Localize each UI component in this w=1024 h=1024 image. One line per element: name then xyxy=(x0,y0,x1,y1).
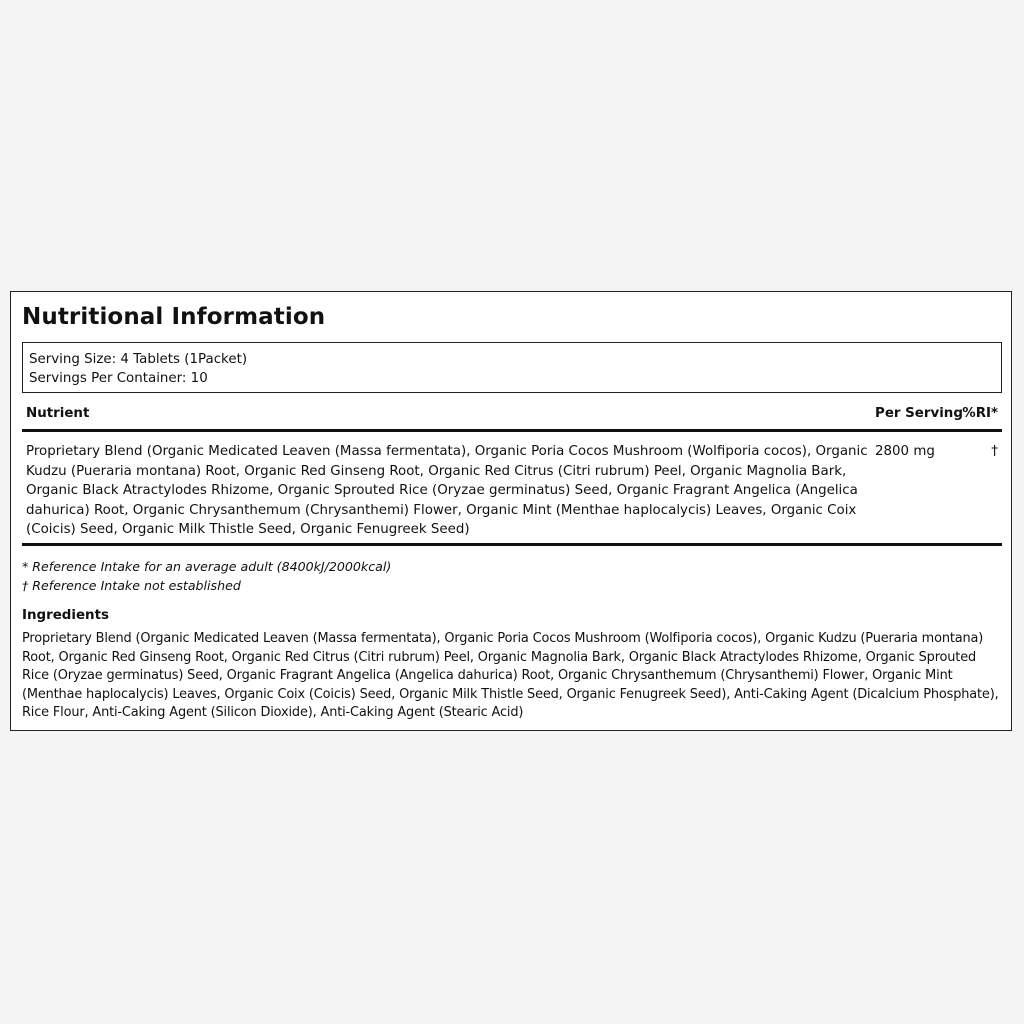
header-ri: %RI* xyxy=(962,406,998,421)
nutrient-cell: Proprietary Blend (Organic Medicated Leaven (Massa fermentata), Organic Poria Cocos Mushroom (Wolfiporia cocos), Organic Kudzu (Pueraria montana) Root, Organic Red Ginseng Root, Organic Red Citrus (Citri rubrum) Peel, Organic Magnolia Bark, Organic Black Atractylodes Rhizome, Organic Sprouted Rice (Oryzae germinatus) Seed, Organic Fragrant Angelica (Angelica dahurica) Root, Organic Chrysanthemum (Chrysanthemi) Flower, Organic Mint (Menthae haplocalycis) Leaves, Organic Coix (Coicis) Seed, Organic Milk Thistle Seed, Organic Fenugreek Seed) xyxy=(26,444,868,537)
footnote-not-established: † Reference Intake not established xyxy=(22,578,241,593)
panel-title: Nutritional Information xyxy=(22,304,326,330)
ingredients-heading: Ingredients xyxy=(22,608,109,623)
ingredients-text: Proprietary Blend (Organic Medicated Leaven (Massa fermentata), Organic Poria Cocos Mushroom (Wolfiporia cocos), Organic Kudzu (Pueraria montana) Root, Organic Red Ginseng Root, Organic Red Citrus (Citri rubrum) Peel, Organic Magnolia Bark, Organic Black Atractylodes Rhizome, Organic Sprouted Rice (Oryzae germinatus) Seed, Organic Fragrant Angelica (Angelica dahurica) Root, Organic Chrysanthemum (Chrysanthemi) Flower, Organic Mint (Menthae haplocalycis) Leaves, Organic Coix (Coicis) Seed, Organic Milk Thistle Seed, Organic Fenugreek Seed), Anti-Caking Agent (Dicalcium Phosphate), Rice Flour, Anti-Caking Agent (Silicon Dioxide), Anti-Caking Agent (Stearic Acid) xyxy=(22,631,999,720)
nutrition-panel xyxy=(10,291,1012,731)
per-serving-cell: 2800 mg xyxy=(875,444,935,459)
footnote-reference-intake: * Reference Intake for an average adult (8400kJ/2000kcal) xyxy=(22,559,392,574)
servings-per-container: Servings Per Container: 10 xyxy=(29,371,208,386)
header-nutrient: Nutrient xyxy=(26,406,90,421)
serving-info-box xyxy=(22,342,1002,393)
table-bottom-rule xyxy=(22,543,1002,546)
ri-cell: † xyxy=(991,444,998,459)
serving-size: Serving Size: 4 Tablets (1Packet) xyxy=(29,352,248,367)
table-top-rule xyxy=(22,429,1002,432)
header-per-serving: Per Serving xyxy=(875,406,963,421)
